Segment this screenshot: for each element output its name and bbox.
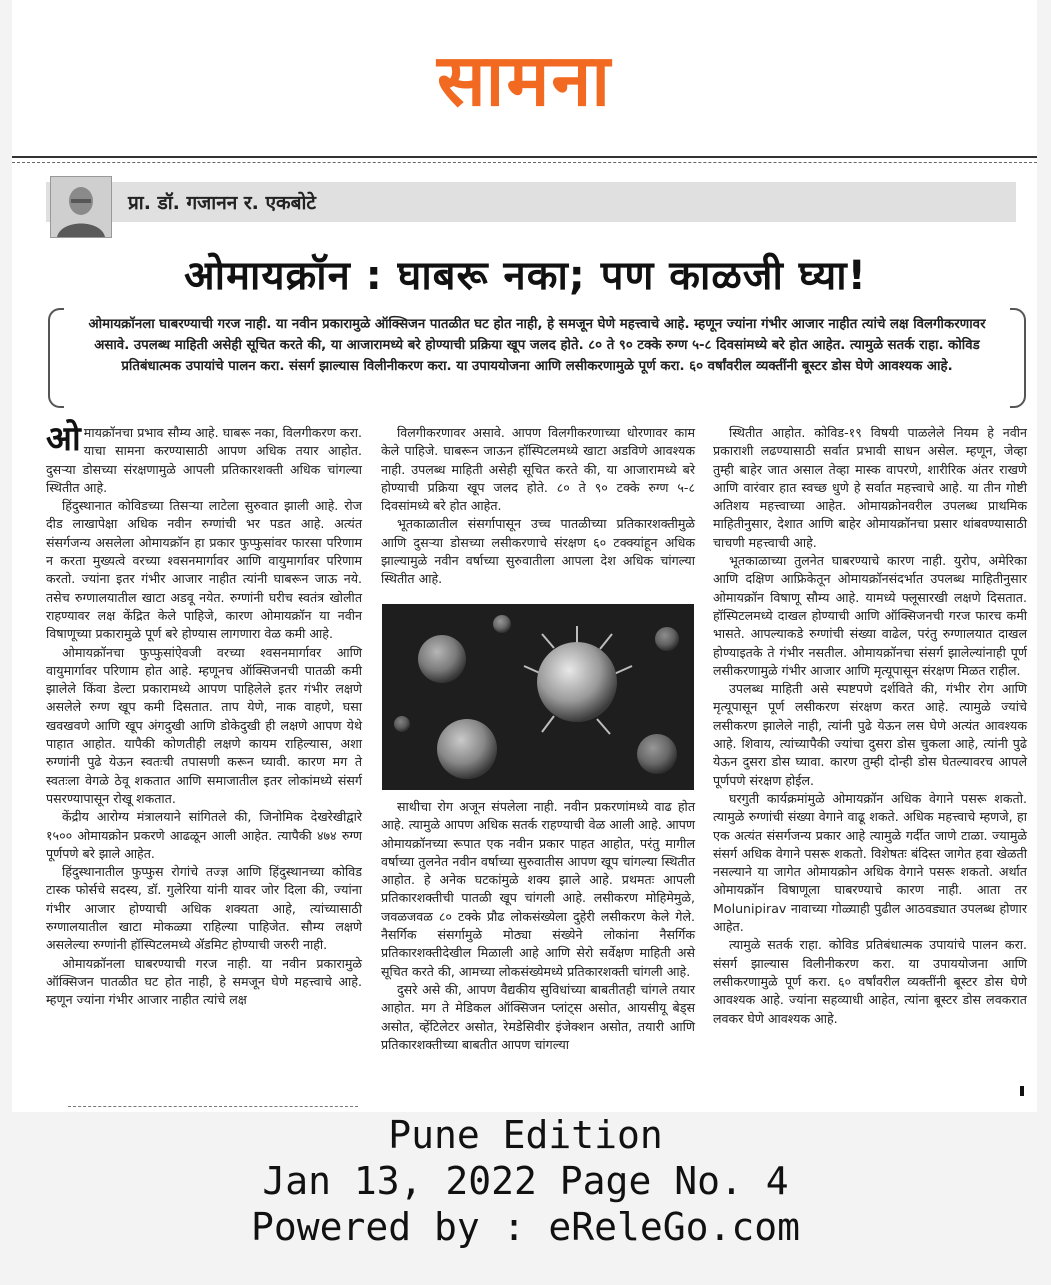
divider bbox=[12, 156, 1037, 158]
headline: ओमायक्रॉन : घाबरू नका; पण काळजी घ्या! bbox=[184, 253, 867, 299]
date-page-label: Jan 13, 2022 Page No. 4 bbox=[262, 1159, 789, 1203]
paragraph: साथीचा रोग अजून संपलेला नाही. नवीन प्रकरणांमध्ये वाढ होत आहे. त्यामुळे आपण अधिक सतर्क राहण्याची वेळ आली आहे. आपण ओमायक्रॉनच्या रूपात एक नवीन प्रकार पाहत आहोत, परंतु मागील वर्षाच्या तुलनेत नवीन वर्षाच्या सुरुवातीस आपण खूप चांगल्या स्थितीत आहोत. हे अनेक घटकांमुळे शक्य झाले आहे. प्रथमतः आपली प्रतिकारशक्तीची पातळी खूप चांगली आहे. लसीकरण मोहिमेमुळे, जवळजवळ ८० टक्के प्रौढ लोकसंख्येला दुहेरी लसीकरण केले गेले. नैसर्गिक संसर्गामुळे मोठ्या संख्येने लोकांना नैसर्गिक प्रतिकारशक्तीदेखील मिळाली आहे आणि सेरो सर्वेक्षण माहिती असे सूचित करते की, आमच्या लोकसंख्येमध्ये प्रतिकारशक्ती चांगली आहे. bbox=[381, 799, 695, 979]
article-column-2 bbox=[381, 424, 695, 589]
masthead-logo: सामना bbox=[437, 38, 612, 122]
person-icon bbox=[51, 177, 111, 237]
edition-footer bbox=[0, 1112, 1051, 1250]
paragraph bbox=[46, 419, 362, 497]
paragraph: त्यामुळे सतर्क राहा. कोविड प्रतिबंधात्मक उपायांचे पालन करा. संसर्ग झाल्यास विलीनीकरण करा. या उपाययोजना आणि लसीकरणामुळे पूर्ण करा. ६० वर्षांवरील व्यक्तींनी बूस्टर डोस घेणे आवश्यक आहे. ज्यांना सहव्याधी आहेत, त्यांना बूस्टर डोस लवकरात लवकर घेणे आवश्यक आहे. bbox=[713, 937, 1027, 1026]
summary-box bbox=[48, 308, 1026, 404]
paragraph: विलगीकरणावर असावे. आपण विलगीकरणाच्या धोरणावर काम केले पाहिजे. घाबरून जाऊन हॉस्पिटलमध्ये खाटा अडविणे आवश्यक नाही. उपलब्ध माहिती असेही सूचित करते की, या आजारामध्ये बरे होण्याची प्रक्रिया खूप जलद होते. ८० ते ९० टक्के रुग्ण ५-८ दिवसांमध्ये बरे होत आहेत. bbox=[381, 425, 695, 514]
virus-illustration-icon bbox=[382, 604, 694, 790]
author-name: प्रा. डॉ. गजानन र. एकबोटे bbox=[128, 192, 316, 214]
paragraph: दुसरे असे की, आपण वैद्यकीय सुविधांच्या बाबतीतही चांगले तयार आहोत. मग ते मेडिकल ऑक्सिजन प्लांट्स असोत, आयसीयू बेड्स असोत, व्हेंटिलेटर असोत, रेमडेसिवीर इंजेक्शन असोत, तयारी आणि प्रतिकारशक्तीच्या बाबतीत आपण चांगल्या bbox=[381, 981, 695, 1052]
article-column-2-continued bbox=[381, 798, 695, 1054]
article-column-3 bbox=[713, 424, 1027, 1028]
paragraph: ओमायक्रॉनला घाबरण्याची गरज नाही. या नवीन प्रकारामुळे ऑक्सिजन पातळीत घट होत नाही, हे समजून घेणे महत्त्वाचे आहे. म्हणून ज्यांना गंभीर आजार नाहीत त्यांचे लक्ष bbox=[46, 955, 362, 1008]
paragraph: भूतकाळाच्या तुलनेत घाबरण्याचे कारण नाही. युरोप, अमेरिका आणि दक्षिण आफ्रिकेतून ओमायक्रॉनसंदर्भात उपलब्ध माहितीनुसार ओमायक्रॉन विषाणू सौम्य आहे. यामध्ये फ्लूसारखी लक्षणे दिसतात. हॉस्पिटलमध्ये दाखल होण्याची आणि ऑक्सिजनची गरज फारच कमी भासते. आपल्याकडे रुग्णांची संख्या वाढेल, परंतु रुग्णालयात दाखल होण्याइतके ते गंभीर नसतील. ओमायक्रॉनचा संसर्ग झालेल्यांनाही पूर्ण लसीकरणामुळे गंभीर आजार आणि मृत्यूपासून संरक्षण मिळत राहील. bbox=[713, 553, 1027, 678]
brace-left bbox=[48, 308, 64, 408]
divider bbox=[12, 162, 1037, 163]
article-column-1 bbox=[46, 419, 362, 1010]
paragraph: हिंदुस्थानात कोविडच्या तिसऱ्या लाटेला सुरुवात झाली आहे. रोज दीड लाखापेक्षा अधिक नवीन रुग्णांची भर पडत आहे. अत्यंत संसर्गजन्य असलेला ओमायक्रॉन हा प्रकार फुप्फुसांवर फारसा परिणाम न करता मुख्यत्वे वरच्या श्वसनमार्गावर आणि वायुमार्गावर परिणाम करतो. ज्यांना इतर गंभीर आजार नाहीत त्यांनी घाबरून जाऊ नये. तसेच रुग्णालयातील खाटा अडवू नयेत. रुग्णांनी घरीच स्वतंत्र खोलीत राहण्यावर लक्ष केंद्रित केले पाहिजे, कारण ओमायक्रॉन या नवीन विषाणूच्या प्रकारामुळे पूर्ण बरे होण्यास लागणारा वेळ कमी आहे. bbox=[46, 498, 362, 642]
summary-text: ओमायक्रॉनला घाबरण्याची गरज नाही. या नवीन प्रकारामुळे ऑक्सिजन पातळीत घट होत नाही, हे समजून घेणे महत्त्वाचे आहे. म्हणून ज्यांना गंभीर आजार नाहीत त्यांचे लक्ष विलगीकरणावर असावे. उपलब्ध माहिती असेही सूचित करते की, या आजारामध्ये बरे होण्याची प्रक्रिया खूप जलद होते. ८० ते ९० टक्के रुग्ण ५-८ दिवसांमध्ये बरे होत आहेत. त्यामुळे सतर्क राहा. कोविड प्रतिबंधात्मक उपायांचे पालन करा. संसर्ग झाल्यास विलीनीकरण करा. या उपाययोजना आणि लसीकरणामुळे पूर्ण करा. ६० वर्षांवरील व्यक्तींनी बूस्टर डोस घेणे आवश्यक आहे. bbox=[88, 317, 986, 374]
brace-right bbox=[1010, 308, 1026, 408]
paragraph: उपलब्ध माहिती असे स्पष्टपणे दर्शविते की, गंभीर रोग आणि मृत्यूपासून पूर्ण लसीकरण संरक्षण करत आहे. त्यामुळे ज्यांचे लसीकरण झालेले नाही, त्यांनी पुढे येऊन लस घेणे अत्यंत आवश्यक आहे. शिवाय, त्यांच्यापैकी ज्यांचा दुसरा डोस चुकला आहे, त्यांनी पुढे येऊन दुसरा डोस घ्यावा. कारण तुम्ही दोन्ही डोस घेतल्यावरच आपले पूर्णपणे संरक्षण होईल. bbox=[713, 681, 1027, 788]
paragraph-text: मायक्रॉनचा प्रभाव सौम्य आहे. घाबरू नका, विलगीकरण करा. याचा सामना करण्यासाठी आपण अधिक तयार आहोत. दुसऱ्या डोसच्या संरक्षणामुळे आपली प्रतिकारशक्ती अधिक चांगल्या स्थितीत आहे. bbox=[46, 425, 362, 495]
paragraph: स्थितीत आहोत. कोविड-१९ विषयी पाळलेले नियम हे नवीन प्रकाराशी लढण्यासाठी सर्वात प्रभावी साधन असेल. म्हणून, जेव्हा तुम्ही बाहेर जात असाल तेव्हा मास्क वापरणे, शारीरिक अंतर राखणे आणि वारंवार हात स्वच्छ धुणे हे सर्वात महत्त्वाचे आहे. या तीन गोष्टी अतिशय महत्त्वाच्या आहेत. ओमायक्रोनवरील उपलब्ध प्राथमिक माहितीनुसार, देशात आणि बाहेर ओमायक्रॉनचा प्रसार थांबवण्यासाठी चाचणी महत्त्वाची आहे. bbox=[713, 425, 1027, 550]
paragraph: ओमायक्रॉनचा फुप्फुसांऐवजी वरच्या श्वसनमार्गावर आणि वायुमार्गावर परिणाम होत आहे. म्हणूनच ऑक्सिजनची पातळी कमी झालेले किंवा डेल्टा प्रकारामध्ये आपण पाहिलेले इतर गंभीर लक्षणे असलेले रुग्ण खूप कमी दिसतात. ताप येणे, नाक वाहणे, घसा खवखवणे आणि खूप अंगदुखी आणि डोकेदुखी ही लक्षणे आपण येथे पाहात आहोत. यापैकी कोणतीही लक्षणे कायम राहिल्यास, अशा रुग्णांनी पुढे येऊन स्वतःची तपासणी करून घ्यावी. कारण मग ते स्वतःला वेगळे ठेवू शकतात आणि समाजातील इतर लोकांमध्ये संसर्ग पसरण्यापासून रोखू शकतात. bbox=[46, 644, 362, 806]
article-end-mark bbox=[1020, 1086, 1024, 1096]
paragraph: घरगुती कार्यक्रमांमुळे ओमायक्रॉन अधिक वेगाने पसरू शकतो. त्यामुळे रुग्णांची संख्या वेगाने वाढू शकते. अधिक महत्त्वाचे म्हणजे, हा एक अत्यंत संसर्गजन्य प्रकार आहे त्यामुळे गर्दीत जाणे टाळा. ज्यामुळे संसर्ग अधिक वेगाने पसरू शकतो. विशेषतः बंदिस्त जागेत हवा खेळती नसल्याने या जागेत ओमायक्रोन अधिक वेगाने पसरू शकतो. अर्थात ओमायक्रॉन विषाणूला घाबरण्याचे कारण नाही. आता तर Molunipirav नावाच्या गोळ्याही पुढील आठवड्यात उपलब्ध होणार आहेत. bbox=[713, 790, 1027, 935]
divider bbox=[68, 1106, 358, 1107]
coronavirus-image bbox=[382, 604, 694, 790]
paragraph: केंद्रीय आरोग्य मंत्रालयाने सांगितले की, जिनोमिक देखरेखीद्वारे १५०० ओमायक्रोन प्रकरणे आढळून आली आहेत. त्यापैकी ४७४ रुग्ण पूर्णपणे बरे झाले आहेत. bbox=[46, 809, 362, 861]
paragraph: भूतकाळातील संसर्गापासून उच्च पातळीच्या प्रतिकारशक्तीमुळे आणि दुसऱ्या डोसच्या लसीकरणाचे संरक्षण ६० टक्क्यांहून अधिक झाल्यामुळे नवीन वर्षाच्या सुरुवातीला आपला देश अधिक चांगल्या स्थितीत आहे. bbox=[381, 516, 695, 587]
author-avatar bbox=[50, 176, 112, 238]
powered-by-label: Powered by : eReleGo.com bbox=[250, 1205, 801, 1249]
edition-label: Pune Edition bbox=[388, 1113, 663, 1157]
paragraph: हिंदुस्थानातील फुप्फुस रोगांचे तज्ज्ञ आणि हिंदुस्थानच्या कोविड टास्क फोर्सचे सदस्य, डॉ. गुलेरिया यांनी यावर जोर दिला की, ज्यांना गंभीर आजार होण्याची अधिक शक्यता आहे, त्यांच्यासाठी रुग्णालयातील खाटा मोकळ्या राहिल्या पाहिजेत. सौम्य लक्षणे असलेल्या रुग्णांनी हॉस्पिटलमध्ये ॲडमिट होण्याची जरुरी नाही. bbox=[46, 864, 362, 953]
drop-cap: ओ bbox=[46, 419, 81, 459]
